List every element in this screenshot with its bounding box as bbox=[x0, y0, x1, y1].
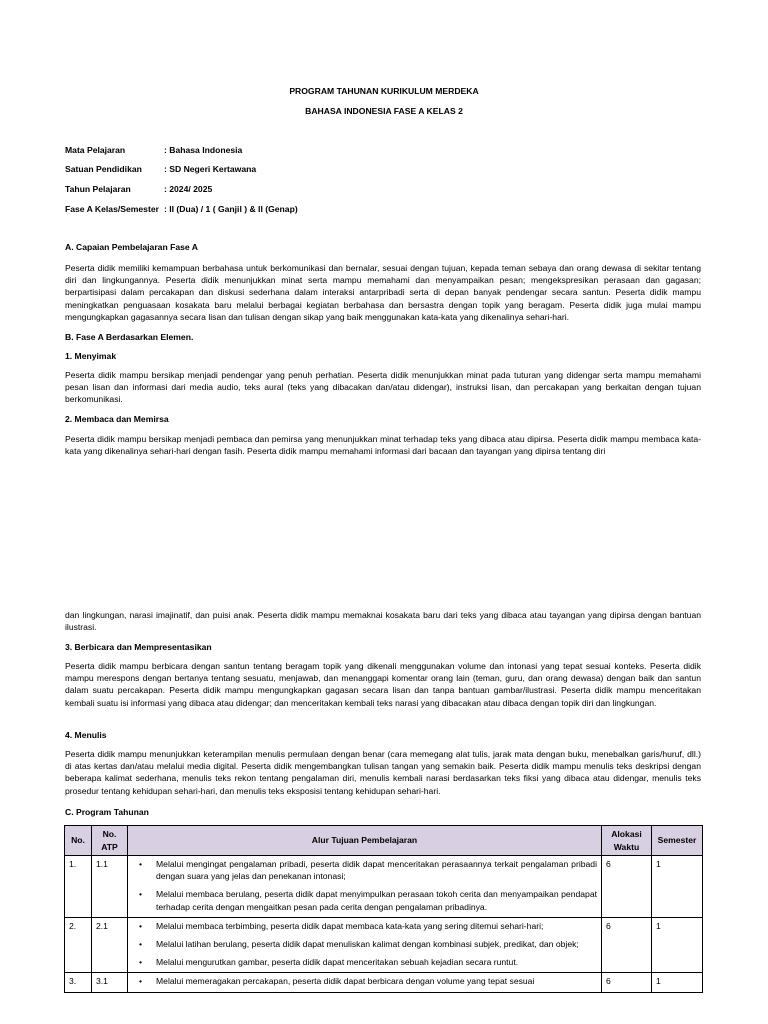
section-a-text: Peserta didik memiliki kemampuan berbahasa untuk berkomunikasi dan bernalar, sesuai dengan tujuan, kepada teman sebaya dan orang dewasa di sekitar tentang diri dan lingkungannya. Peserta didik menunjukkan minat serta mampu memahami dan menyampaikan pesan; mengekspresikan perasaan dan gagasan; berpartisipasi dalam percakapan dan diskusi sederhana dalam interaksi antarpribadi serta di depan banyak pendengar secara santun. Peserta didik mampu meningkatkan penguasaan kosakata baru melalui berbagai kegiatan berbahasa dan bersastra dengan topik yang beragam. Peserta didik juga mulai mampu mengungkapkan gagasannya secara lisan dan tulisan dengan sikap yang baik menggunakan kata-kata yang dikenalinya sehari-hari. bbox=[65, 263, 701, 322]
atp-item: • Melalui membaca berulang, peserta didik dapat menyimpulkan perasaan tokoh cerita dan menyampaikan pendapat terhadap cerita dengan mengaitkan pesan pada cerita dengan pengalaman pribadinya. bbox=[156, 888, 597, 912]
cell-atp: 3.1 bbox=[92, 973, 128, 992]
cell-semester: 1 bbox=[652, 973, 703, 992]
cell-alur bbox=[128, 973, 602, 992]
menulis-heading: 4. Menulis bbox=[65, 730, 107, 740]
atp-list bbox=[132, 858, 597, 913]
table-row bbox=[65, 973, 703, 992]
atp-item: • Melalui mengingat pengalaman pribadi, peserta didik dapat menceritakan perasaannya terkait pengalaman pribadi dengan suara yang jelas dan penekanan intonasi; bbox=[156, 858, 597, 882]
cell-no: 3. bbox=[65, 973, 92, 992]
cell-no: 2. bbox=[65, 917, 92, 973]
meta-value: : Bahasa Indonesia bbox=[164, 145, 243, 155]
membaca-text-part2: dan lingkungan, narasi imajinatif, dan puisi anak. Peserta didik mampu memaknai kosakata baru dari teks yang dibaca atau tayangan yang dipirsa dengan bantuan ilustrasi. bbox=[65, 610, 701, 633]
meta-value: : 2024/ 2025 bbox=[164, 184, 213, 194]
cell-alokasi: 6 bbox=[602, 917, 652, 973]
menyimak-text: Peserta didik mampu bersikap menjadi pendengar yang penuh perhatian. Peserta didik menunjukkan minat pada tuturan yang didengar serta mampu memahami pesan lisan dan informasi dari media audio, teks aural (teks yang dibacakan dan/atau didengar), instruksi lisan, dan percakapan yang berkaitan dengan tujuan berkomunikasi. bbox=[65, 370, 701, 405]
meta-value: : II (Dua) / 1 ( Ganjil ) & II (Genap) bbox=[164, 204, 298, 214]
section-b-heading: B. Fase A Berdasarkan Elemen. bbox=[65, 332, 194, 342]
atp-item: • Melalui latihan berulang, peserta didik dapat menuliskan kalimat dengan kombinasi subjek, predikat, dan objek; bbox=[156, 938, 597, 950]
berbicara-text: Peserta didik mampu berbicara dengan santun tentang beragam topik yang dikenali menggunakan volume dan intonasi yang tepat sesuai konteks. Peserta didik mampu merespons dengan bertanya tentang sesuatu, menjawab, dan menanggapi komentar orang lain (teman, guru, dan orang dewasa) dengan baik dan santun dalam suatu percakapan. Peserta didik mampu mengungkapkan gagasan secara lisan dan tanpa bantuan gambar/ilustrasi. Peserta didik mampu menceritakan kembali suatu isi informasi yang dibaca atau didengar; dan menceritakan kembali teks narasi yang dibacakan atau dibaca dengan topik diri dan lingkungan. bbox=[65, 661, 701, 708]
table-header-row bbox=[65, 826, 703, 856]
atp-item: • Melalui membaca terbimbing, peserta didik dapat membaca kata-kata yang sering ditemui sehari-hari; bbox=[156, 920, 597, 932]
cell-semester: 1 bbox=[652, 917, 703, 973]
cell-atp: 2.1 bbox=[92, 917, 128, 973]
atp-item: • Melalui memeragakan percakapan, peserta didik dapat berbicara dengan volume yang tepat sesuai bbox=[156, 975, 597, 987]
document-subtitle: BAHASA INDONESIA FASE A KELAS 2 bbox=[305, 106, 463, 116]
section-c-heading: C. Program Tahunan bbox=[65, 807, 149, 817]
header-alokasi: Alokasi Waktu bbox=[602, 826, 652, 856]
table-row bbox=[65, 917, 703, 973]
header-alur: Alur Tujuan Pembelajaran bbox=[128, 826, 602, 856]
cell-alur bbox=[128, 917, 602, 973]
section-a-heading: A. Capaian Pembelajaran Fase A bbox=[65, 242, 198, 252]
menyimak-heading: 1. Menyimak bbox=[65, 351, 117, 361]
membaca-heading: 2. Membaca dan Memirsa bbox=[65, 414, 169, 424]
meta-label: Mata Pelajaran bbox=[65, 145, 126, 155]
meta-label: Tahun Pelajaran bbox=[65, 184, 131, 194]
table-row bbox=[65, 856, 703, 918]
cell-alokasi: 6 bbox=[602, 973, 652, 992]
menulis-text: Peserta didik mampu menunjukkan keterampilan menulis permulaan dengan benar (cara memegang alat tulis, jarak mata dengan buku, menebalkan garis/huruf, dll.) di atas kertas dan/atau melalui media digital. Peserta didik mengembangkan tulisan tangan yang semakin baik. Peserta didik mampu menulis teks deskripsi dengan beberapa kalimat sederhana, menulis teks rekon tentang pengalaman diri, menulis kembali narasi berdasarkan teks fiksi yang dibaca atau didengar, menulis teks prosedur tentang kehidupan sehari-hari, dan menulis teks eksposisi tentang kehidupan sehari-hari. bbox=[65, 749, 701, 796]
header-atp-no: No. ATP bbox=[92, 826, 128, 856]
atp-list bbox=[132, 975, 597, 987]
header-semester: Semester bbox=[652, 826, 703, 856]
header-no: No. bbox=[65, 826, 92, 856]
membaca-text-part1: Peserta didik mampu bersikap menjadi pembaca dan pemirsa yang menunjukkan minat terhadap teks yang dibaca atau dipirsa. Peserta didik mampu membaca kata-kata yang dikenalinya sehari-hari dengan fasih. Peserta didik mampu memahami informasi dari bacaan dan tayangan yang dipirsa tentang diri bbox=[65, 434, 701, 457]
meta-label: Satuan Pendidikan bbox=[65, 164, 142, 174]
cell-alur bbox=[128, 856, 602, 918]
meta-label: Fase A Kelas/Semester bbox=[65, 204, 159, 214]
berbicara-heading: 3. Berbicara dan Mempresentasikan bbox=[65, 642, 212, 652]
atp-item: • Melalui mengurutkan gambar, peserta didik dapat menceritakan sebuah kejadian secara runtut. bbox=[156, 956, 597, 968]
cell-no: 1. bbox=[65, 856, 92, 918]
cell-semester: 1 bbox=[652, 856, 703, 918]
document-title: PROGRAM TAHUNAN KURIKULUM MERDEKA bbox=[289, 86, 479, 96]
cell-alokasi: 6 bbox=[602, 856, 652, 918]
cell-atp: 1.1 bbox=[92, 856, 128, 918]
meta-value: : SD Negeri Kertawana bbox=[164, 164, 257, 174]
program-table bbox=[64, 825, 703, 993]
atp-list bbox=[132, 920, 597, 969]
